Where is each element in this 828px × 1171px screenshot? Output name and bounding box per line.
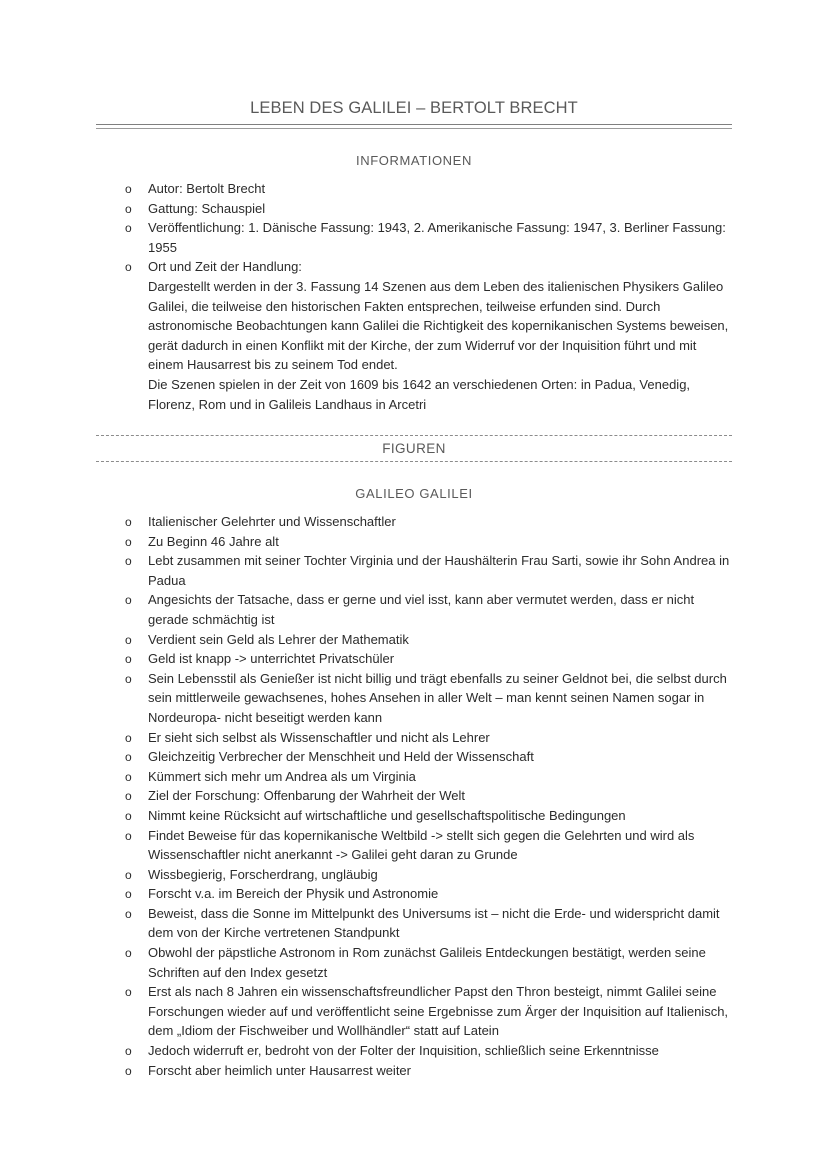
list-item-text: Beweist, dass die Sonne im Mittelpunkt des Universums ist – nicht die Erde- und widerspricht damit dem von der Kirche vertretenen Standpunkt <box>148 905 720 941</box>
list-item <box>120 179 732 199</box>
bullet-circle-icon: o <box>125 593 132 608</box>
list-item <box>120 806 732 826</box>
bullet-circle-icon: o <box>125 182 132 196</box>
list-item-text: Gattung: Schauspiel <box>148 200 266 216</box>
list-item <box>120 767 732 787</box>
list-item-text: Zu Beginn 46 Jahre alt <box>148 533 279 549</box>
bullet-circle-icon: o <box>125 1063 132 1078</box>
list-item <box>120 747 732 767</box>
bullet-circle-icon: o <box>125 221 132 236</box>
list-item <box>120 728 732 748</box>
bullet-circle-icon: o <box>125 554 132 569</box>
list-item-text: Er sieht sich selbst als Wissenschaftler und nicht als Lehrer <box>148 729 490 745</box>
list-item-text: Ziel der Forschung: Offenbarung der Wahrheit der Welt <box>148 788 465 804</box>
list-item <box>120 1061 732 1081</box>
informationen-list <box>120 179 732 414</box>
list-item-text: Forscht aber heimlich unter Hausarrest weiter <box>148 1062 411 1078</box>
bullet-circle-icon: o <box>125 260 132 275</box>
bullet-circle-icon: o <box>125 946 132 961</box>
list-item-text: Autor: Bertolt Brecht <box>148 181 266 196</box>
bullet-circle-icon: o <box>125 201 132 216</box>
list-item <box>120 218 732 257</box>
list-item-text: Verdient sein Geld als Lehrer der Mathematik <box>148 631 409 647</box>
list-item-text: Erst als nach 8 Jahren ein wissenschaftsfreundlicher Papst den Thron besteigt, nimmt Galilei seine Forschungen wieder auf und veröffentlicht seine Ergebnisse zum Ärger der Inquisition auf Italienisch, dem „Idiom der Fischweiber und Wollhändler“ statt auf Latein <box>148 984 729 1039</box>
bullet-circle-icon: o <box>125 750 132 765</box>
bullet-circle-icon: o <box>125 769 132 784</box>
list-item <box>120 532 732 552</box>
galileo-list <box>120 512 732 1080</box>
list-item <box>120 630 732 650</box>
bullet-circle-icon: o <box>125 867 132 882</box>
list-item <box>120 943 732 982</box>
bullet-circle-icon: o <box>125 730 132 745</box>
document-title: LEBEN DES GALILEI – BERTOLT BRECHT <box>250 99 578 117</box>
list-item <box>120 257 732 414</box>
list-item <box>120 884 732 904</box>
bullet-circle-icon: o <box>125 632 132 647</box>
bullet-circle-icon: o <box>125 906 132 921</box>
list-item <box>120 512 732 532</box>
handlung-paragraph: Dargestellt werden in der 3. Fassung 14 Szenen aus dem Leben des italienischen Physikers Galileo Galilei, die teilweise den historischen Fakten entsprechen, teilweise erfunden sind. Durch astronomische Beobachtungen kann Galilei die Richtigkeit des kopernikanischen Systems beweisen, gerät dadurch in einen Konflikt mit der Kirche, der zum Widerruf vor der Inquisition führt und mit einem Hausarrest bis zu seinem Tod endet. <box>148 278 729 373</box>
bullet-circle-icon: o <box>125 828 132 843</box>
list-item <box>120 904 732 943</box>
list-item-text: Forscht v.a. im Bereich der Physik und Astronomie <box>148 886 439 902</box>
list-item-text: Lebt zusammen mit seiner Tochter Virginia und der Haushälterin Frau Sarti, sowie ihr Sohn Andrea in Padua <box>148 553 730 588</box>
list-item-text: Angesichts der Tatsache, dass er gerne und viel isst, kann aber vermutet werden, dass er nicht gerade schmächtig ist <box>148 592 695 627</box>
bullet-circle-icon: o <box>125 534 132 549</box>
list-item <box>120 786 732 806</box>
list-item-text: Italienischer Gelehrter und Wissenschaftler <box>148 514 396 529</box>
bullet-circle-icon: o <box>125 652 132 667</box>
list-item-text: Gleichzeitig Verbrecher der Menschheit und Held der Wissenschaft <box>148 749 534 765</box>
list-item-text: Sein Lebensstil als Genießer ist nicht billig und trägt ebenfalls zu seiner Geldnot bei, die selbst durch sein mittlerweile gewachsenes, hohes Ansehen in aller Welt – man kennt seinen Namen sogar in Nordeuropa- nicht beseitigt werden kann <box>148 670 727 725</box>
list-item-text: Geld ist knapp -> unterrichtet Privatschüler <box>148 651 395 667</box>
list-item <box>120 1041 732 1061</box>
list-item-text: Ort und Zeit der Handlung: <box>148 259 302 275</box>
handlung-paragraph: Die Szenen spielen in der Zeit von 1609 bis 1642 an verschiedenen Orten: in Padua, Venedig, Florenz, Rom und in Galileis Landhaus in Arcetri <box>148 376 691 412</box>
bullet-circle-icon: o <box>125 515 132 529</box>
bullet-circle-icon: o <box>125 887 132 902</box>
list-item <box>120 865 732 885</box>
list-item <box>120 199 732 219</box>
section-heading-figuren: FIGUREN <box>96 435 732 462</box>
bullet-circle-icon: o <box>125 789 132 804</box>
bullet-circle-icon: o <box>125 671 132 686</box>
list-item <box>120 669 732 728</box>
list-item <box>120 590 732 629</box>
bullet-circle-icon: o <box>125 1044 132 1059</box>
list-item <box>120 826 732 865</box>
list-item <box>120 649 732 669</box>
list-item-text: Jedoch widerruft er, bedroht von der Folter der Inquisition, schließlich seine Erkenntnisse <box>148 1043 659 1059</box>
bullet-circle-icon: o <box>125 808 132 823</box>
list-item-text: Wissbegierig, Forscherdrang, ungläubig <box>148 866 378 882</box>
list-item <box>120 551 732 590</box>
section-heading-galileo-galilei: GALILEO GALILEI <box>355 486 473 501</box>
section-heading-informationen: INFORMATIONEN <box>356 153 472 168</box>
list-item-text: Obwohl der päpstliche Astronom in Rom zunächst Galileis Entdeckungen bestätigt, werden seine Schriften auf den Index gesetzt <box>148 945 706 980</box>
list-item <box>120 982 732 1041</box>
list-item-text: Findet Beweise für das kopernikanische Weltbild -> stellt sich gegen die Gelehrten und wird als Wissenschaftler nicht anerkannt -> Galilei geht daran zu Grunde <box>148 827 695 863</box>
title-underline <box>96 124 732 125</box>
list-item-text: Veröffentlichung: 1. Dänische Fassung: 1943, 2. Amerikanische Fassung: 1947, 3. Berliner Fassung: 1955 <box>148 220 726 255</box>
list-item-text: Nimmt keine Rücksicht auf wirtschaftliche und gesellschaftspolitische Bedingungen <box>148 807 626 823</box>
title-underline-secondary <box>96 128 732 129</box>
list-item-text: Kümmert sich mehr um Andrea als um Virginia <box>148 768 416 784</box>
bullet-circle-icon: o <box>125 985 132 1000</box>
